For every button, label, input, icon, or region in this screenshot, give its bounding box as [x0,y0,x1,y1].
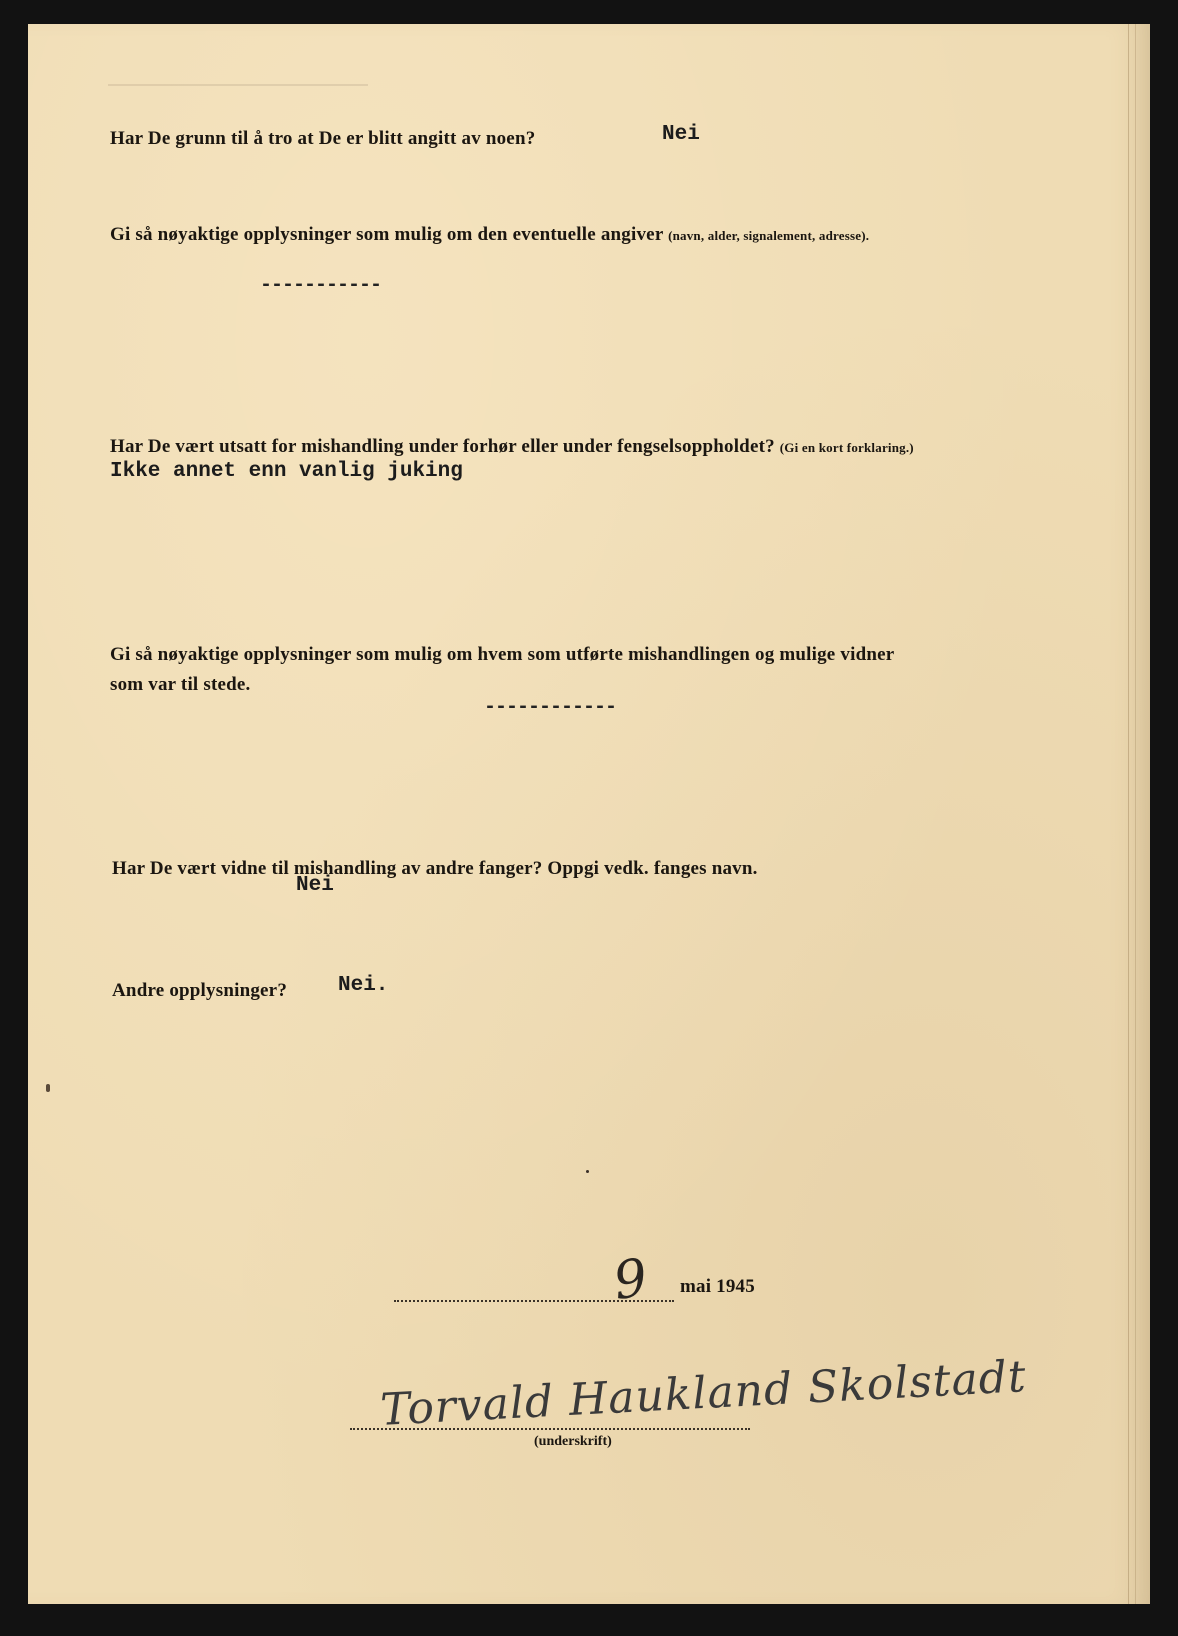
question-mistreatment [110,436,914,458]
question-informer-note: (navn, alder, signalement, adresse). [668,228,870,243]
question-mistreatment-text: Har De vært utsatt for mishandling under forhør eller under fengselsoppholdet? [110,436,775,457]
page-edge-fold [1128,24,1136,1604]
answer-denounced: Nei [662,123,700,146]
question-denounced: Har De grunn til å tro at De er blitt angitt av noen? [110,128,536,149]
question-mistreatment-note: (Gi en kort forklaring.) [779,440,914,455]
answer-informer-dashes: ----------- [260,274,382,297]
answer-witness: Nei [296,874,334,897]
question-informer-text: Gi så nøyaktige opplysninger som mulig om den eventuelle angiver [110,224,664,245]
answer-other-info: Nei. [338,974,389,997]
document-page [28,24,1150,1604]
question-witness: Har De vært vidne til mishandling av andre fanger? Oppgi vedk. fanges navn. [112,858,758,879]
question-other-info: Andre opplysninger? [112,980,288,1001]
date-day-handwritten: 9 [609,1247,652,1313]
answer-mistreatment: Ikke annet enn vanlig juking [110,460,463,483]
signature-caption: (underskrift) [534,1434,612,1449]
paper-speck [46,1084,50,1092]
signature-handwritten: Torvald Haukland Skolstadt [379,1351,1028,1436]
bleed-through-marks [108,64,368,86]
question-perpetrators-line2: som var til stede. [110,674,251,695]
question-perpetrators-line1: Gi så nøyaktige opplysninger som mulig om hvem som utførte mishandlingen og mulige vidner [110,644,895,665]
date-month-year: mai 1945 [680,1276,755,1297]
paper-speck [586,1170,589,1173]
question-informer-details [110,224,869,246]
answer-perpetrators-dashes: ------------ [484,696,617,719]
